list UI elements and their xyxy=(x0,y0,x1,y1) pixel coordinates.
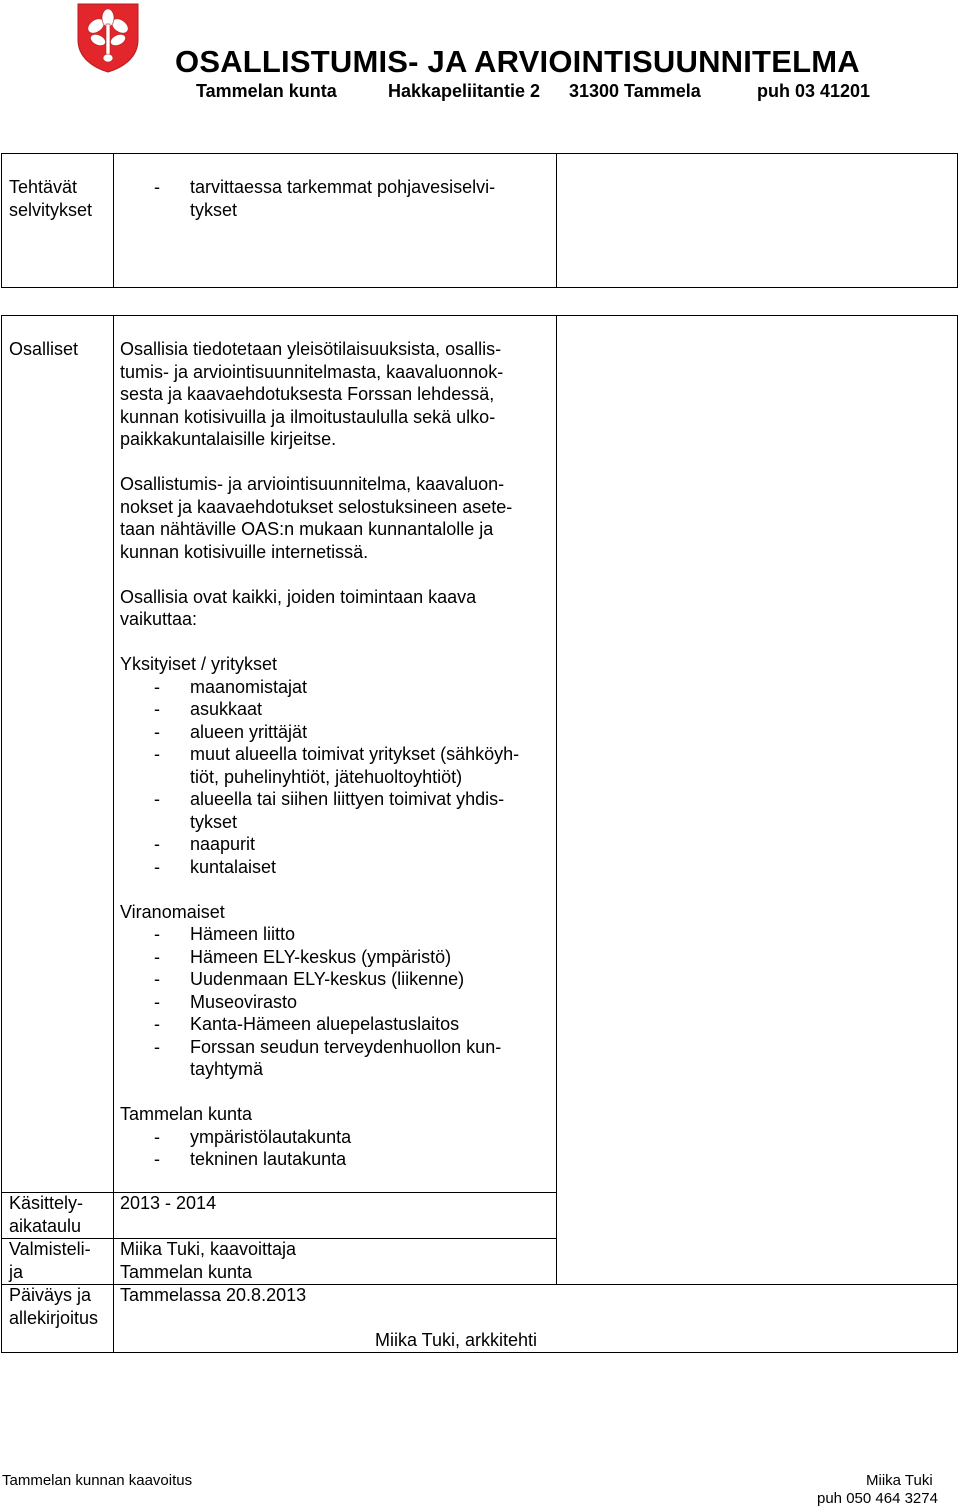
municipal-crest-icon xyxy=(76,2,140,74)
kasittely-value: 2013 - 2014 xyxy=(120,1193,217,1213)
list-item: - Museovirasto xyxy=(154,991,298,1012)
footer-name: Miika Tuki xyxy=(866,1472,933,1489)
list-item: - Uudenmaan ELY-keskus (liikenne) xyxy=(154,969,465,989)
list-item: - Hämeen ELY-keskus (ympäristö) xyxy=(154,946,452,967)
list-item: - alueella tai siihen liittyen toimivat yhdis- tykset xyxy=(154,789,505,832)
list-item: - Forssan seudun terveydenhuollon kun- tayhtymä xyxy=(154,1036,502,1079)
osalliset-label: Osalliset xyxy=(9,339,79,359)
valmistelija-label: Valmisteli- ja xyxy=(9,1239,91,1282)
footer-left: Tammelan kunnan kaavoitus xyxy=(2,1472,193,1489)
group-title-yksityiset: Yksityiset / yritykset xyxy=(120,654,278,674)
document-title: OSALLISTUMIS- JA ARVIOINTISUUNNITELMA xyxy=(175,44,860,79)
osalliset-paragraph-2: Osallistumis- ja arviointisuunnitelma, kaavaluon- nokset ja kaavaehdotukset selostuksineen asete- taan nähtäville OAS:n mukaan kunnantalolle ja kunnan kotisivuille internetissä. xyxy=(120,474,513,562)
tehtavat-list xyxy=(120,176,550,221)
list-item: - naapurit xyxy=(154,834,256,854)
list-item: - ympäristölautakunta xyxy=(154,1126,352,1147)
footer-phone: puh 050 464 3274 xyxy=(817,1490,938,1507)
list-item: - alueen yrittäjät xyxy=(154,721,308,742)
list-item: - Kanta-Hämeen aluepelastuslaitos xyxy=(154,1014,460,1034)
kasittely-label: Käsittely- aikataulu xyxy=(9,1193,84,1236)
list-item: - maanomistajat xyxy=(154,676,308,697)
valmistelija-value: Miika Tuki, kaavoittaja Tammelan kunta xyxy=(120,1239,297,1282)
paivays-label: Päiväys ja allekirjoitus xyxy=(9,1285,99,1328)
paivays-place-date: Tammelassa 20.8.2013 xyxy=(120,1285,307,1305)
list-item: - muut alueella toimivat yritykset (sähköyh- tiöt, puhelinyhtiöt, jätehuoltoyhtiöt) xyxy=(154,744,520,787)
tehtavat-empty-cell xyxy=(556,153,958,288)
header-org: Tammelan kunta xyxy=(196,81,337,101)
header-address: Hakkapeliitantie 2 xyxy=(388,81,541,101)
header-postal: 31300 Tammela xyxy=(569,81,701,101)
osalliset-text xyxy=(120,338,550,1171)
list-item: - tekninen lautakunta xyxy=(154,1149,347,1169)
list-item: - asukkaat xyxy=(154,699,263,719)
group-title-viranomaiset: Viranomaiset xyxy=(120,901,225,922)
tehtavat-label: Tehtävät selvitykset xyxy=(9,177,93,220)
group-title-tammelan-kunta: Tammelan kunta xyxy=(120,1104,253,1124)
header-phone: puh 03 41201 xyxy=(757,81,871,101)
list-item: - tarvittaessa tarkemmat pohjavesiselvi- tykset xyxy=(154,177,496,220)
list-item: - kuntalaiset xyxy=(154,856,277,877)
osalliset-paragraph-1: Osallisia tiedotetaan yleisötilaisuuksista, osallis- tumis- ja arviointisuunnitelmasta, kaavaluonnok- sesta ja kaavaehdotuksesta Forssan lehdessä, kunnan kotisivuilla ja ilmoitustaululla sekä ulko- paikkakuntalaisille kirjeitse. xyxy=(120,339,504,449)
osalliset-paragraph-3: Osallisia ovat kaikki, joiden toimintaan kaava vaikuttaa: xyxy=(120,586,477,629)
signer-name: Miika Tuki, arkkitehti xyxy=(375,1330,538,1350)
list-item: - Hämeen liitto xyxy=(154,924,296,944)
osalliset-empty-cell xyxy=(556,315,958,1285)
